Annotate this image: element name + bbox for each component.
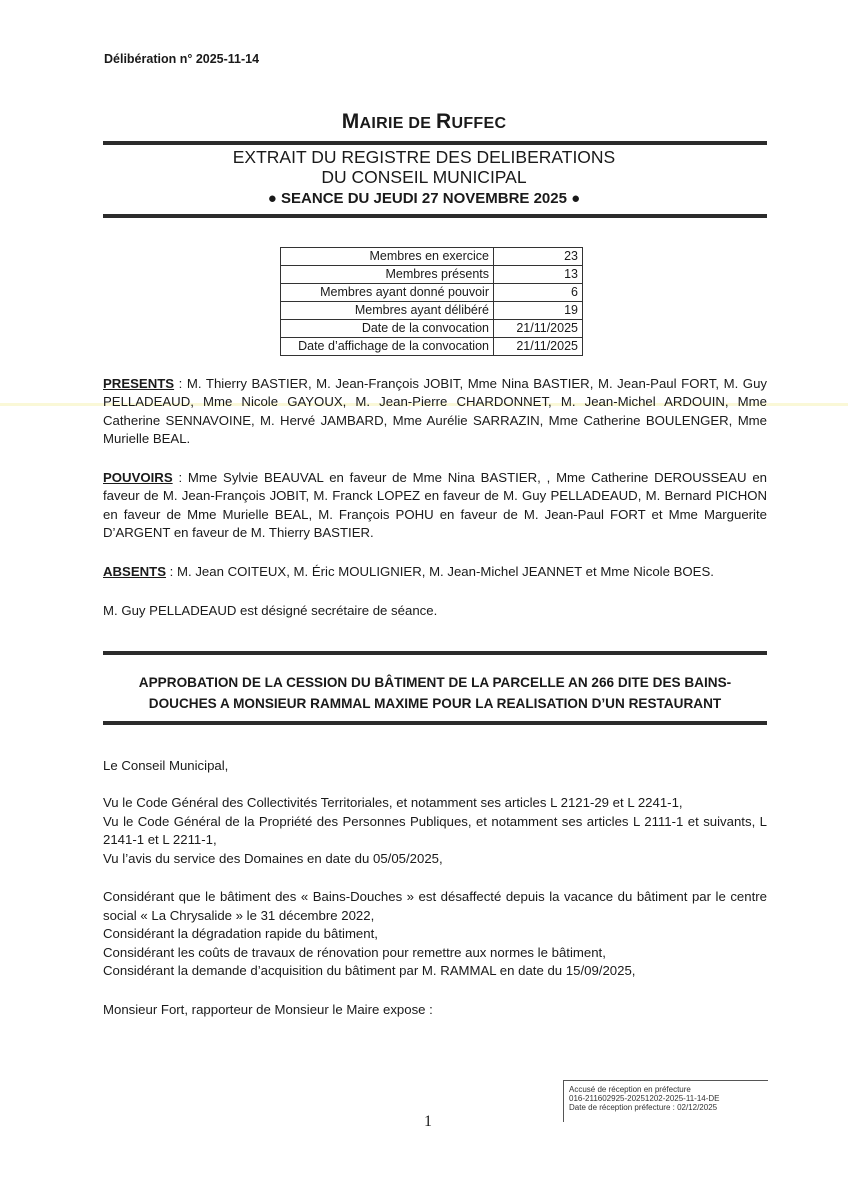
stamp-line1: Accusé de réception en préfecture: [569, 1085, 691, 1094]
title-rule-bottom: [103, 721, 767, 725]
mairie-m: M: [341, 110, 360, 133]
mairie-rest: AIRIE DE: [359, 115, 436, 132]
intro-line: Le Conseil Municipal,: [103, 758, 229, 773]
pouvoirs-heading: POUVOIRS: [103, 470, 173, 485]
page-number: 1: [424, 1113, 432, 1130]
header-rule-bottom: [103, 214, 767, 218]
pouvoirs-text: : Mme Sylvie BEAUVAL en faveur de Mme Nina BASTIER, , Mme Catherine DEROUSSEAU en faveur de M. Jean-François JOBIT, M. Franck LOPEZ en faveur de M. Guy PELLADEAUD, M. Bernard PICHON en faveur de Mme Murielle BEAL, M. François POHU en faveur de M. Jean-Paul FORT et Mme Marguerite D’ARGENT en faveur de M. Thierry BASTIER.: [103, 470, 767, 541]
row-label: Date d’affichage de la convocation: [281, 338, 494, 356]
stamp-line2: 016-211602925-20251202-2025-11-14-DE: [569, 1094, 720, 1103]
secretaire-line: M. Guy PELLADEAUD est désigné secrétaire de séance.: [103, 603, 438, 618]
row-label: Membres présents: [281, 266, 494, 284]
header-rule-top: [103, 141, 767, 145]
presents-heading: PRESENTS: [103, 376, 175, 391]
mairie-r: R: [436, 110, 452, 133]
vu-block: [103, 794, 767, 868]
members-table-row: [281, 284, 583, 302]
prefecture-stamp: [563, 1080, 768, 1122]
deliberation-title: [103, 672, 767, 714]
considerant-line: Considérant que le bâtiment des « Bains-Douches » est désaffecté depuis la vacance du bâtiment par le centre social « La Chrysalide » le 31 décembre 2022,: [103, 889, 767, 923]
absents-text: : M. Jean COITEUX, M. Éric MOULIGNIER, M. Jean-Michel JEANNET et Mme Nicole BOES.: [166, 564, 714, 579]
title-line1: APPROBATION DE LA CESSION DU BÂTIMENT DE LA PARCELLE AN 266 DITE DES BAINS-: [138, 675, 732, 690]
members-table-row: [281, 338, 583, 356]
members-table-row: [281, 320, 583, 338]
row-label: Date de la convocation: [281, 320, 494, 338]
members-table: [280, 247, 583, 356]
stamp-line3: Date de réception préfecture : 02/12/2025: [569, 1103, 718, 1112]
row-value: 21/11/2025: [494, 338, 583, 356]
considerant-block: [103, 888, 767, 981]
row-value: 6: [494, 284, 583, 302]
members-table-row: [281, 248, 583, 266]
considerant-line: Considérant la demande d’acquisition du bâtiment par M. RAMMAL en date du 15/09/2025,: [103, 963, 636, 979]
presents-text: : M. Thierry BASTIER, M. Jean-François JOBIT, Mme Nina BASTIER, M. Jean-Paul FORT, M. Guy PELLADEAUD, Mme Nicole GAYOUX, M. Jean-Pierre CHARDONNET, M. Jean-Michel ARDOUIN, Mme Catherine SENNAVOINE, M. Hervé JAMBARD, Mme Aurélie SARRAZIN, Mme Catherine BOULENGER, Mme Murielle BEAL.: [103, 376, 767, 447]
row-label: Membres en exercice: [281, 248, 494, 266]
seance-date: ● SEANCE DU JEUDI 27 NOVEMBRE 2025 ●: [267, 190, 581, 207]
considerant-line: Considérant les coûts de travaux de rénovation pour remettre aux normes le bâtiment,: [103, 944, 606, 960]
row-label: Membres ayant délibéré: [281, 302, 494, 320]
pouvoirs-paragraph: [103, 469, 767, 543]
row-label: Membres ayant donné pouvoir: [281, 284, 494, 302]
considerant-line: Considérant la dégradation rapide du bâtiment,: [103, 926, 378, 942]
members-table-row: [281, 302, 583, 320]
row-value: 13: [494, 266, 583, 284]
row-value: 19: [494, 302, 583, 320]
absents-paragraph: [103, 563, 767, 581]
mairie-rest2: UFFEC: [451, 115, 507, 132]
title-line2: DOUCHES A MONSIEUR RAMMAL MAXIME POUR LA REALISATION D’UN RESTAURANT: [148, 696, 722, 711]
extrait-line2: DU CONSEIL MUNICIPAL: [321, 167, 527, 187]
row-value: 23: [494, 248, 583, 266]
vu-line: Vu le Code Général des Collectivités Territoriales, et notamment ses articles L 2121-29 et L 2241-1,: [103, 795, 683, 810]
row-value: 21/11/2025: [494, 320, 583, 338]
absents-heading: ABSENTS: [103, 564, 167, 579]
extrait-heading: [0, 147, 848, 187]
mairie-title: [0, 110, 848, 134]
members-table-row: [281, 266, 583, 284]
deliberation-number: Délibération n° 2025-11-14: [104, 52, 260, 66]
vu-line: Vu le Code Général de la Propriété des Personnes Publiques, et notamment ses articles L 2111-1 et suivants, L 2141-1 et L 2211-1,: [103, 813, 767, 848]
title-rule-top: [103, 651, 767, 655]
extrait-line1: EXTRAIT DU REGISTRE DES DELIBERATIONS: [232, 147, 616, 167]
expose-line: Monsieur Fort, rapporteur de Monsieur le Maire expose :: [103, 1002, 433, 1017]
vu-line: Vu l’avis du service des Domaines en date du 05/05/2025,: [103, 850, 443, 866]
presents-paragraph: [103, 375, 767, 449]
